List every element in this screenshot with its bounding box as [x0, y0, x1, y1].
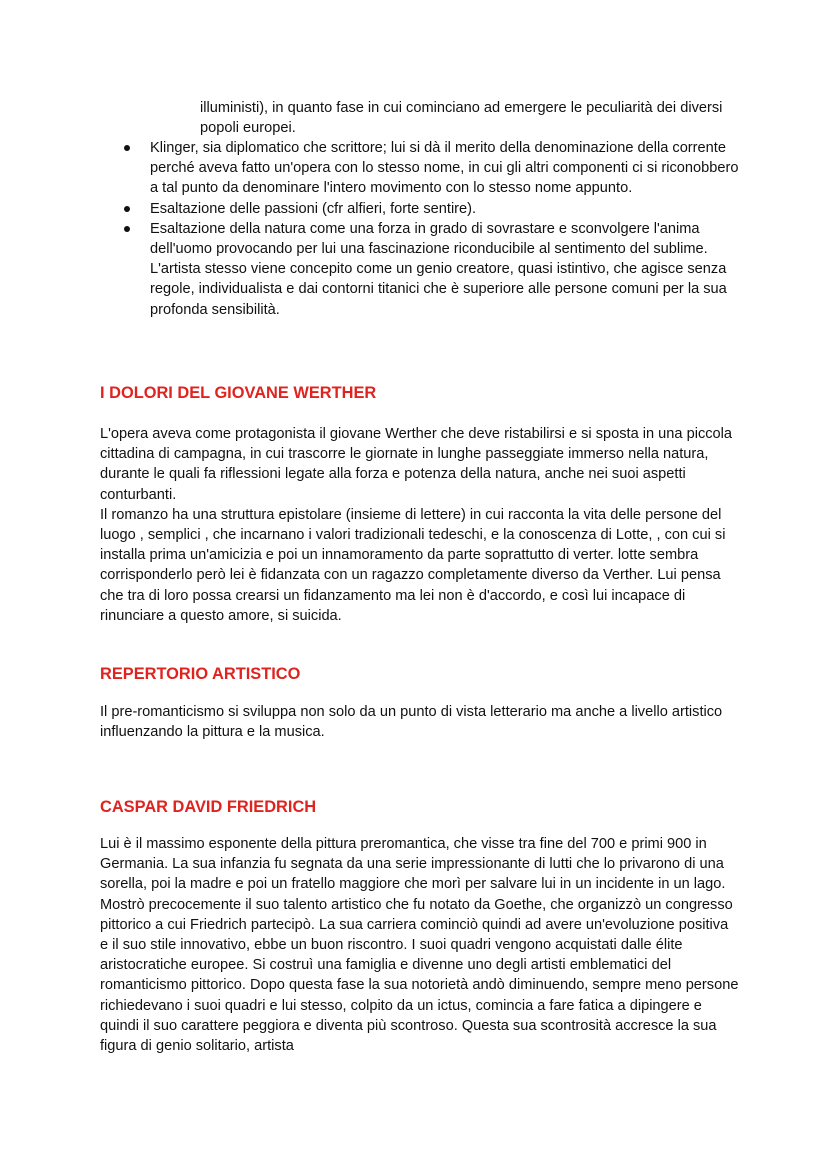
list-item	[100, 199, 740, 219]
list-item	[100, 138, 740, 199]
section-heading-repertorio: REPERTORIO ARTISTICO	[100, 665, 301, 683]
bullet-list	[100, 138, 740, 320]
paragraph: Il romanzo ha una struttura epistolare (insieme di lettere) in cui racconta la vita delle persone del luogo , semplici , che incarnano i valori tradizionali tedeschi, e la conoscenza di Lotte, , con cui si installa prima un'amicizia e poi un innamoramento da parte soprattutto di verter. lotte sembra corrisponderlo però lei è fidanzata con un ragazzo completamente diverso da Verther. Lui pensa che tra di loro possa crearsi un fidanzamento ma lei non è d'accordo, e così lui incapace di rinunciare a questo amore, si suicida.	[100, 506, 726, 624]
paragraph: Il pre-romanticismo si sviluppa non solo da un punto di vista letterario ma anche a livello artistico influenzando la pittura e la musica.	[100, 704, 723, 741]
list-item-text: Klinger, sia diplomatico che scrittore; lui si dà il merito della denominazione della corrente perché aveva fatto un'opera con lo stesso nome, in cui gli altri componenti ci si riconobbero a tal punto da denominare l'intero movimento con lo stesso nome appunto.	[150, 140, 739, 197]
section-body-friedrich	[100, 834, 740, 1056]
list-continuation: illuministi), in quanto fase in cui cominciano ad emergere le peculiarità dei diversi popoli europei.	[200, 100, 723, 137]
bullet-icon	[124, 145, 130, 151]
section-body-repertorio	[100, 702, 740, 742]
list-item	[100, 219, 740, 320]
paragraph: L'opera aveva come protagonista il giovane Werther che deve ristabilirsi e si sposta in una piccola cittadina di campagna, in cui trascorre le giornate in lunghe passeggiate immerso nella natura, durante le quali fa riflessioni legate alla forza e potenza della natura, anche nei suoi aspetti conturbanti.	[100, 426, 733, 503]
list-item-text: Esaltazione delle passioni (cfr alfieri, forte sentire).	[150, 200, 477, 217]
section-heading-friedrich: CASPAR DAVID FRIEDRICH	[100, 798, 317, 816]
paragraph: Lui è il massimo esponente della pittura preromantica, che visse tra fine del 700 e primi 900 in Germania. La sua infanzia fu segnata da una serie impressionante di lutti che lo privarono di una sorella, poi la madre e poi un fratello maggiore che morì per salvare lui in un incidente in un lago. Mostrò precocemente il suo talento artistico che fu notato da Goethe, che organizzò un congresso pittorico a cui Friedrich partecipò. La sua carriera cominciò quindi ad avere un'evoluzione positiva e il suo stile innovativo, ebbe un buon riscontro. I suoi quadri vengono acquistati dalle élite aristocratiche europee. Si costruì una famiglia e divenne uno degli artisti emblematici del romanticismo pittorico. Dopo questa fase la sua notorietà andò diminuendo, sempre meno persone richiedevano i suoi quadri e lui stesso, colpito da un ictus, comincia a fare fatica a dipingere e quindi il suo carattere peggiora e diventa più scontroso. Questa sua scontrosità accresce la sua figura di genio solitario, artista	[100, 836, 739, 1055]
bullet-icon	[124, 226, 130, 232]
section-body-werther	[100, 424, 740, 626]
bullet-icon	[124, 206, 130, 212]
section-heading-werther: I DOLORI DEL GIOVANE WERTHER	[100, 384, 377, 402]
list-item-text: Esaltazione della natura come una forza in grado di sovrastare e sconvolgere l'anima dell'uomo provocando per lui una fascinazione riconducibile al sentimento del sublime. L'artista stesso viene concepito come un genio creatore, quasi istintivo, che agisce senza regole, individualista e dai contorni titanici che è superiore alle persone comuni per la sua profonda sensibilità.	[150, 220, 727, 318]
